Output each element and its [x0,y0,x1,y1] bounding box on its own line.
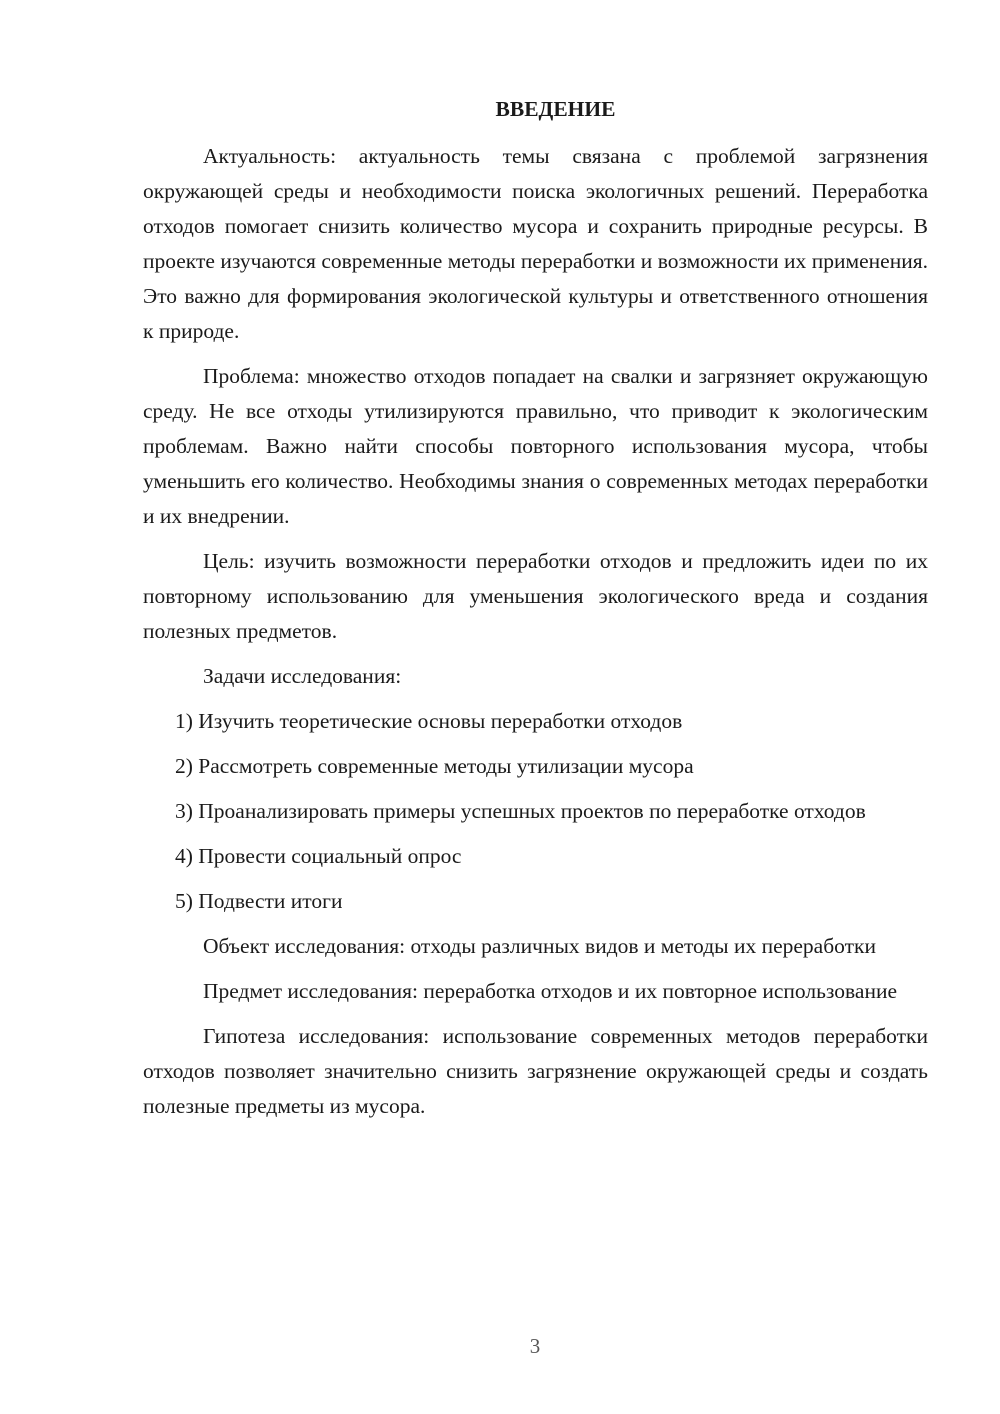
page-number: 3 [529,1334,541,1358]
goal-paragraph: Цель: изучить возможности переработки отходов и предложить идеи по их повторному использованию для уменьшения экологического вреда и создания полезных предметов. [143,549,928,643]
list-item: 5) Подвести итоги [175,889,343,913]
hypothesis-paragraph: Гипотеза исследования: использование современных методов переработки отходов позволяет значительно снизить загрязнение окружающей среды и создать полезные предметы из мусора. [143,1024,928,1118]
document-body [143,92,928,1134]
subject-paragraph: Предмет исследования: переработка отходов и их повторное использование [203,979,898,1003]
object-paragraph: Объект исследования: отходы различных видов и методы их переработки [203,934,876,958]
relevance-paragraph: Актуальность: актуальность темы связана с проблемой загрязнения окружающей среды и необходимости поиска экологичных решений. Переработка отходов помогает снизить количество мусора и сохранить природные ресурсы. В проекте изучаются современные методы переработки и возможности их применения. Это важно для формирования экологической культуры и ответственного отношения к природе. [143,144,928,343]
list-item: 4) Провести социальный опрос [175,844,462,868]
list-item: 3) Проанализировать примеры успешных проектов по переработке отходов [175,799,866,823]
tasks-title: Задачи исследования: [203,664,402,688]
tasks-list [143,704,928,919]
list-item: 1) Изучить теоретические основы переработки отходов [175,709,683,733]
section-heading: ВВЕДЕНИЕ [495,97,616,121]
list-item: 2) Рассмотреть современные методы утилизации мусора [175,754,694,778]
problem-paragraph: Проблема: множество отходов попадает на свалки и загрязняет окружающую среду. Не все отходы утилизируются правильно, что приводит к экологическим проблемам. Важно найти способы повторного использования мусора, чтобы уменьшить его количество. Необходимы знания о современных методах переработки и их внедрении. [143,364,928,528]
